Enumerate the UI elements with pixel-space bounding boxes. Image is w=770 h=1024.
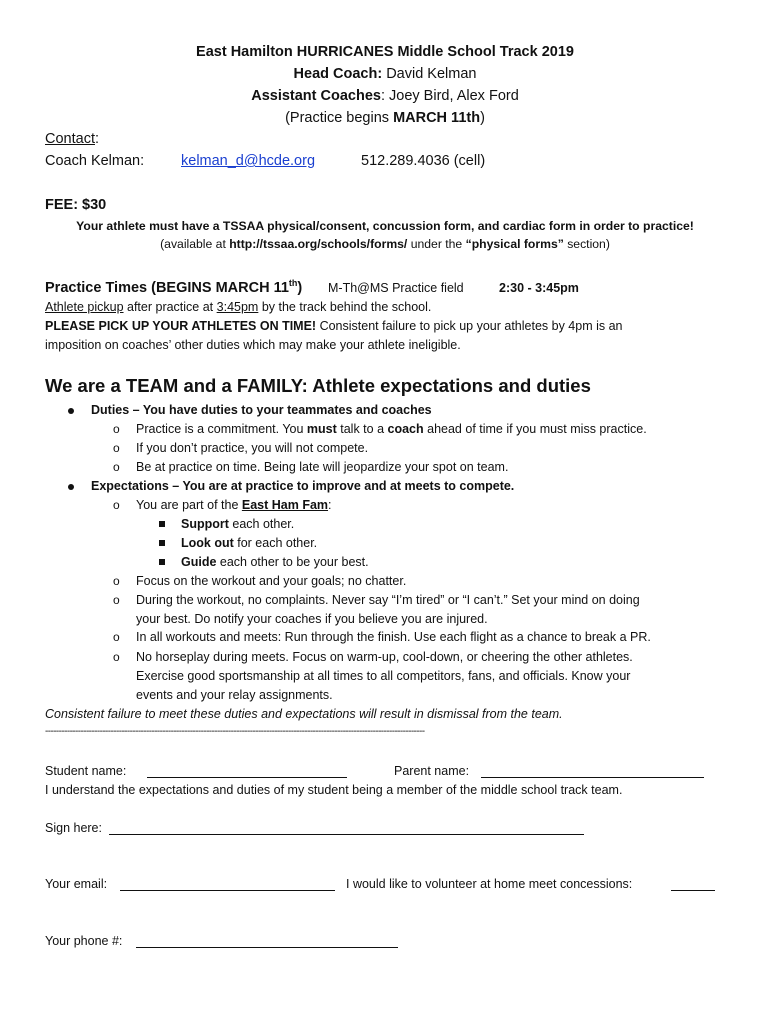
document-title: East Hamilton HURRICANES Middle School Track 2019 xyxy=(196,44,574,60)
circle-bullet-icon: o xyxy=(113,460,120,474)
duty-item: Be at practice on time. Being late will jeopardize your spot on team. xyxy=(136,460,509,474)
pickup-info: Athlete pickup after practice at 3:45pm by the track behind the school. xyxy=(45,300,432,314)
cut-line: ------------------------------------------------------------------------------------------------------------------------------------------- xyxy=(45,726,425,737)
expectation-item: You are part of the East Ham Fam: xyxy=(136,498,332,512)
volunteer-label: I would like to volunteer at home meet concessions: xyxy=(346,877,633,891)
phone-label: Your phone #: xyxy=(45,934,123,948)
square-bullet-icon xyxy=(159,521,165,527)
bullet-icon xyxy=(68,408,74,414)
forms-url: http://tssaa.org/schools/forms/ xyxy=(229,237,408,251)
forms-availability: (available at http://tssaa.org/schools/forms/ under the “physical forms” section) xyxy=(160,237,610,251)
circle-bullet-icon: o xyxy=(113,593,120,607)
fam-item: Support each other. xyxy=(181,517,295,531)
assistant-coaches-line: Assistant Coaches: Joey Bird, Alex Ford xyxy=(251,88,519,104)
fee-label: FEE: $30 xyxy=(45,197,107,213)
circle-bullet-icon: o xyxy=(113,441,120,455)
circle-bullet-icon: o xyxy=(113,630,120,644)
expectation-item-cont: events and your relay assignments. xyxy=(136,688,333,702)
pickup-notice-line-1: PLEASE PICK UP YOUR ATHLETES ON TIME! Consistent failure to pick up your athletes by 4pm is an xyxy=(45,319,623,333)
parent-name-label: Parent name: xyxy=(394,764,470,778)
coach-contact-name: Coach Kelman: xyxy=(45,153,145,169)
parent-name-field[interactable] xyxy=(481,765,704,778)
coach-email-link[interactable]: kelman_d@hcde.org xyxy=(181,153,316,169)
duty-item: If you don’t practice, you will not compete. xyxy=(136,441,369,455)
square-bullet-icon xyxy=(159,559,165,565)
circle-bullet-icon: o xyxy=(113,650,120,664)
square-bullet-icon xyxy=(159,540,165,546)
fam-item: Look out for each other. xyxy=(181,536,318,550)
phone-field[interactable] xyxy=(136,935,398,948)
student-name-label: Student name: xyxy=(45,764,127,778)
signature-label: Sign here: xyxy=(45,821,102,835)
expectation-item: Focus on the workout and your goals; no chatter. xyxy=(136,574,407,588)
contact-label: Contact: xyxy=(45,131,100,147)
dismissal-warning: Consistent failure to meet these duties and expectations will result in dismissal from the team. xyxy=(45,707,563,721)
circle-bullet-icon: o xyxy=(113,574,120,588)
practice-times-heading: Practice Times (BEGINS MARCH 11th) xyxy=(45,278,303,296)
coach-phone: 512.289.4036 (cell) xyxy=(361,153,486,169)
circle-bullet-icon: o xyxy=(113,498,120,512)
understanding-statement: I understand the expectations and duties of my student being a member of the middle school track team. xyxy=(45,783,623,797)
expectations-heading: We are a TEAM and a FAMILY: Athlete expectations and duties xyxy=(45,375,591,396)
practice-time: 2:30 - 3:45pm xyxy=(499,281,579,295)
practice-begins-line: (Practice begins MARCH 11th) xyxy=(285,110,485,126)
practice-location: M-Th@MS Practice field xyxy=(328,281,464,295)
email-label: Your email: xyxy=(45,877,108,891)
pickup-notice-line-2: imposition on coaches’ other duties which may make your athlete ineligible. xyxy=(45,338,461,352)
expectations-subheading: Expectations – You are at practice to improve and at meets to compete. xyxy=(91,479,515,493)
fee-requirement: Your athlete must have a TSSAA physical/consent, concussion form, and cardiac form in order to practice! xyxy=(76,219,694,233)
duty-item: Practice is a commitment. You must talk to a coach ahead of time if you must miss practice. xyxy=(136,422,647,436)
expectation-item-cont: your best. Do notify your coaches if you believe you are injured. xyxy=(136,612,488,626)
head-coach-line: Head Coach: David Kelman xyxy=(293,66,477,82)
email-field[interactable] xyxy=(120,878,335,891)
fam-item: Guide each other to be your best. xyxy=(181,555,369,569)
bullet-icon xyxy=(68,484,74,490)
duties-heading: Duties – You have duties to your teammates and coaches xyxy=(91,403,432,417)
volunteer-field[interactable] xyxy=(671,878,715,891)
student-name-field[interactable] xyxy=(147,765,347,778)
expectation-item: During the workout, no complaints. Never say “I’m tired” or “I can’t.” Set your mind on doing xyxy=(136,593,640,607)
expectation-item: In all workouts and meets: Run through the finish. Use each flight as a chance to break a PR. xyxy=(136,630,651,644)
expectation-item-cont: Exercise good sportsmanship at all times to all competitors, fans, and officials. Know your xyxy=(136,669,631,683)
expectation-item: No horseplay during meets. Focus on warm-up, cool-down, or cheering the other athletes. xyxy=(136,650,633,664)
circle-bullet-icon: o xyxy=(113,422,120,436)
signature-field[interactable] xyxy=(109,822,584,835)
